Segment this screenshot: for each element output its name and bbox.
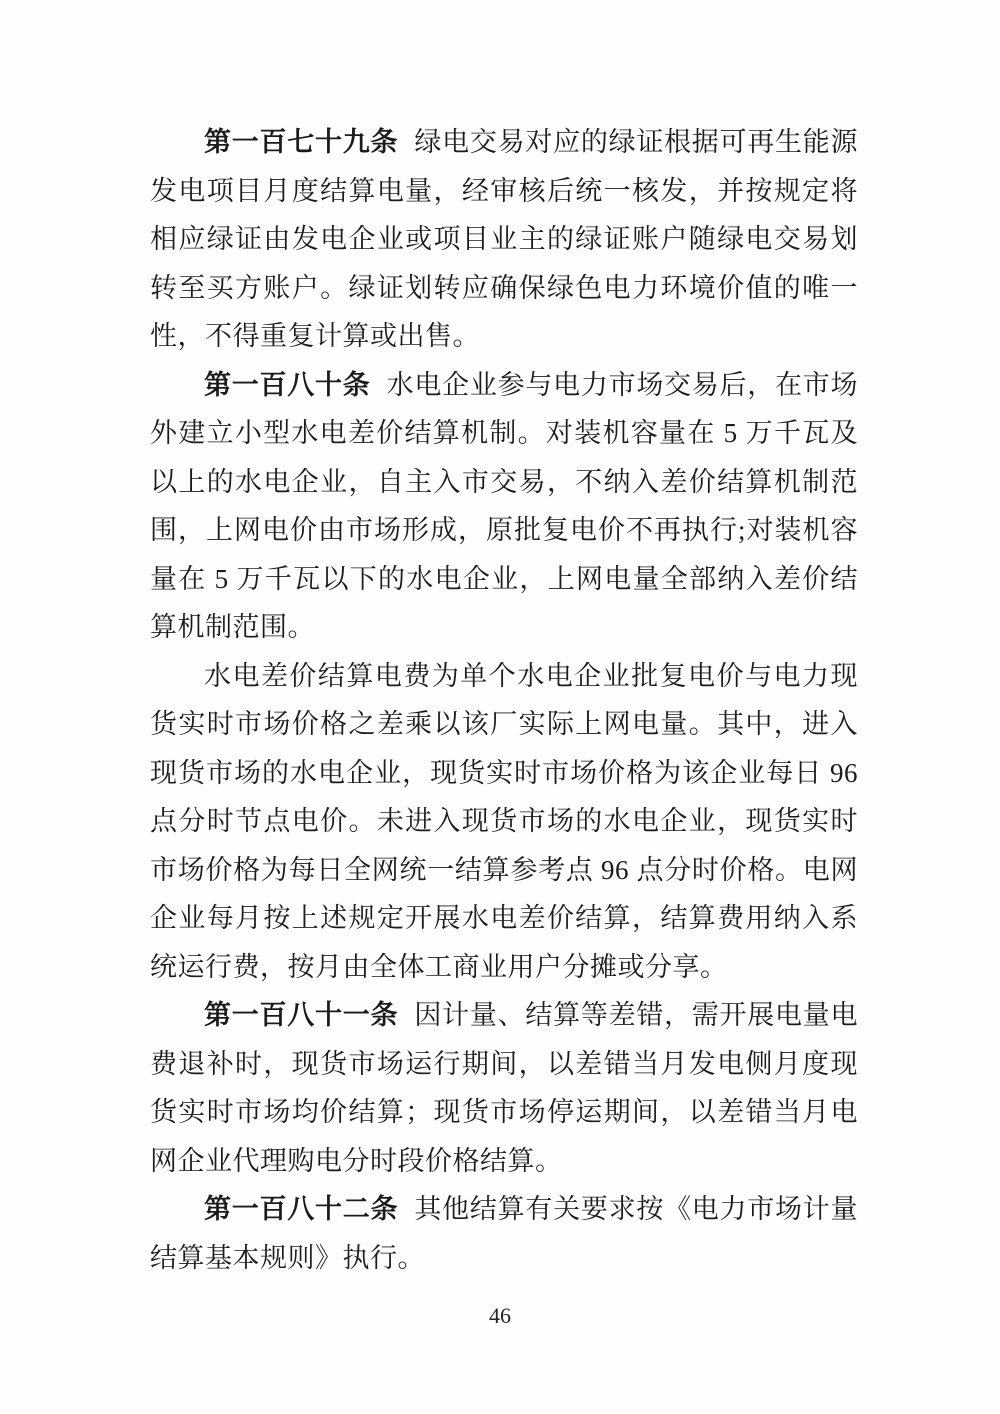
paragraph-article-181 [150,991,858,1185]
article-text: 绿电交易对应的绿证根据可再生能源发电项目月度结算电量，经审核后统一核发，并按规定将相应绿证由发电企业或项目业主的绿证账户随绿电交易划转至买方账户。绿证划转应确保绿色电力环境价值的唯一性，不得重复计算或出售。 [150,127,859,351]
paragraph-article-182 [150,1185,858,1282]
article-number-label: 第一百八十条 [204,369,371,400]
paragraph-hydro-settlement [150,652,858,992]
article-text: 水电差价结算电费为单个水电企业批复电价与电力现货实时市场价格之差乘以该厂实际上网电量。其中，进入现货市场的水电企业，现货实时市场价格为该企业每日 96 点分时节点电价。未进入现货市场的水电企业，现货实时市场价格为每日全网统一结算参考点 96 点分时价格。电网企业每月按上述规定开展水电差价结算，结算费用纳入系统运行费，按月由全体工商业用户分摊或分享。 [150,660,858,982]
article-text: 其他结算有关要求按《电力市场计量结算基本规则》执行。 [150,1194,859,1273]
article-text: 因计量、结算等差错，需开展电量电费退补时，现货市场运行期间，以差错当月发电侧月度现货实时市场均价结算；现货市场停运期间，以差错当月电网企业代理购电分时段价格结算。 [150,1000,859,1176]
page-number: 46 [489,1303,511,1328]
document-body [150,118,858,1282]
article-text: 水电企业参与电力市场交易后，在市场外建立小型水电差价结算机制。对装机容量在 5 万千瓦及以上的水电企业，自主入市交易，不纳入差价结算机制范围，上网电价由市场形成，原批复电价不再执行;对装机容量在 5 万千瓦以下的水电企业，上网电量全部纳入差价结算机制范围。 [150,369,859,642]
article-number-label: 第一百八十一条 [204,1000,399,1030]
paragraph-article-179 [150,118,858,361]
article-number-label: 第一百八十二条 [204,1194,399,1224]
article-number-label: 第一百七十九条 [204,127,399,157]
paragraph-article-180 [150,361,858,652]
